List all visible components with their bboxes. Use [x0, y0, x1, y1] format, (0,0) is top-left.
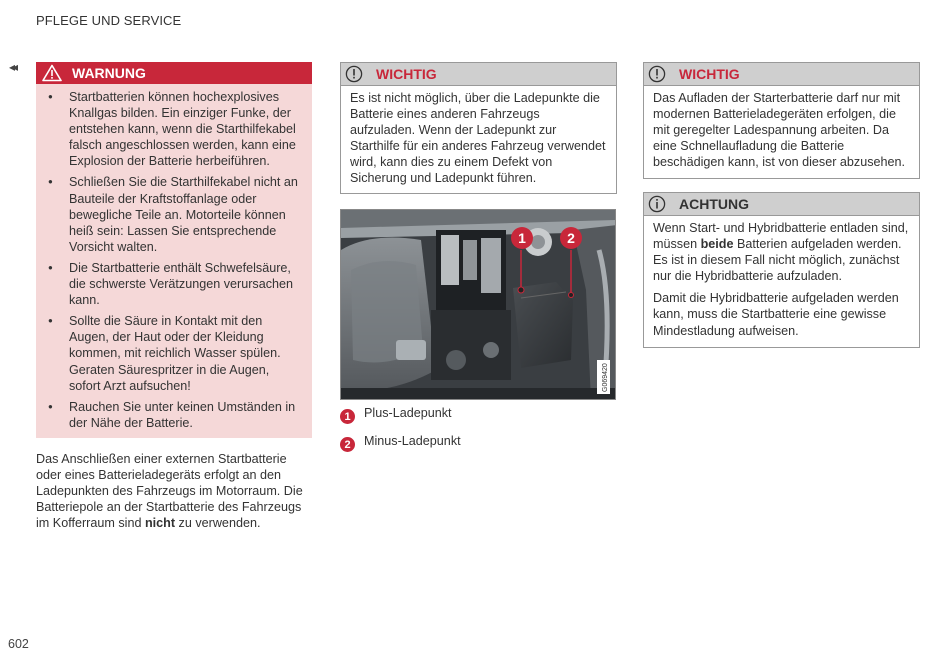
- attention-title: ACHTUNG: [679, 196, 749, 212]
- legend-label-2: Minus-Ladepunkt: [364, 434, 461, 448]
- warning-item: ● Die Startbatterie enthält Schwefelsäure, die schwerste Verätzungen verursachen kann.: [48, 260, 302, 308]
- body-paragraph: [36, 451, 312, 531]
- legend-item: [340, 434, 461, 452]
- callout-2-label: 2: [567, 230, 575, 246]
- legend-item: [340, 406, 452, 424]
- attention-p1-bold: beide: [700, 237, 734, 252]
- body-text-after: zu verwenden.: [175, 516, 261, 531]
- attention-paragraph-1: [653, 220, 910, 284]
- attention-text: [644, 216, 919, 347]
- info-circle-icon: [648, 195, 666, 213]
- callout-1-label: 1: [518, 230, 526, 246]
- callout-1-marker: [511, 227, 533, 249]
- warning-item: ● Startbatterien können hochexplosives Knallgas bilden. Ein einziger Funke, der entstehen kann, wenn die Starthilfekabel falsch angeschlossen werden, kann eine Explosion der Batterie herbeiführen.: [48, 89, 302, 169]
- back-arrows-icon[interactable]: ◂◂: [9, 60, 16, 74]
- engine-bay-illustration: [341, 210, 616, 400]
- legend-number-2: 2: [340, 437, 355, 452]
- important-title: WICHTIG: [376, 66, 437, 82]
- warning-title: WARNUNG: [72, 65, 146, 81]
- attention-header: [644, 193, 919, 216]
- attention-p1-after: Batterien aufgeladen werden. Es ist in diesem Fall nicht möglich, zunächst nur die Hybridbatterie aufzuladen.: [653, 237, 902, 284]
- attention-box: [643, 192, 920, 348]
- important-header: [341, 63, 616, 86]
- warning-list: [36, 84, 312, 431]
- important-box-2: [643, 62, 920, 179]
- attention-p1-before: Wenn Start- und Hybridbatterie entladen sind, müssen: [653, 221, 909, 252]
- attention-paragraph-2: Damit die Hybridbatterie aufgeladen werden kann, muss die Startbatterie eine gewisse Mindestladung aufweisen.: [653, 291, 899, 338]
- page-number: 602: [8, 637, 29, 651]
- important-text: Es ist nicht möglich, über die Ladepunkte die Batterie eines anderen Fahrzeugs aufzuladen. Wenn der Ladepunkt zur Starthilfe für ein anderes Fahrzeug verwendet wird, kann dies zu einem Defekt von Sicherung und Ladepunkt führen.: [350, 91, 606, 186]
- exclamation-circle-icon: [345, 65, 363, 83]
- legend-label-1: Plus-Ladepunkt: [364, 406, 452, 420]
- warning-header: [36, 62, 312, 84]
- warning-item: ● Rauchen Sie unter keinen Umständen in der Nähe der Batterie.: [48, 399, 302, 431]
- warning-triangle-icon: [42, 64, 62, 82]
- important-box: [340, 62, 617, 194]
- figure-code: G069420: [602, 363, 609, 392]
- engine-bay-photo: [340, 209, 616, 400]
- warning-item: ● Sollte die Säure in Kontakt mit den Augen, der Haut oder der Kleidung kommen, mit reichlich Wasser spülen. Geraten Säurespritzer in die Augen, sofort Arzt aufsuchen!: [48, 313, 302, 393]
- important-text-2: Das Aufladen der Starterbatterie darf nur mit modernen Batterieladegeräten erfolgen, die mit geregelter Ladespannung arbeiten. Da eine Schnellaufladung die Batterie beschädigen kann, ist von dieser abzusehen.: [653, 91, 906, 170]
- warning-item: ● Schließen Sie die Starthilfekabel nicht an Bauteile der Kraftstoffanlage oder bewegliche Teile an. Motorteile können heiß sein: Lassen Sie entsprechende Vorsicht walten.: [48, 174, 302, 254]
- section-header: PFLEGE UND SERVICE: [36, 13, 182, 28]
- important-header-2: [644, 63, 919, 86]
- legend-number-1: 1: [340, 409, 355, 424]
- body-text-before: Das Anschließen einer externen Startbatterie oder eines Batterieladegeräts erfolgt an den Ladepunkten des Fahrzeugs im Motorraum. Die Batteriepole an der Startbatterie des Fahrzeugs im Kofferraum sind: [36, 452, 303, 531]
- warning-box: [36, 62, 312, 438]
- exclamation-circle-icon: [648, 65, 666, 83]
- callout-2-marker: [560, 227, 582, 249]
- body-text-bold: nicht: [144, 516, 176, 531]
- important-title-2: WICHTIG: [679, 66, 740, 82]
